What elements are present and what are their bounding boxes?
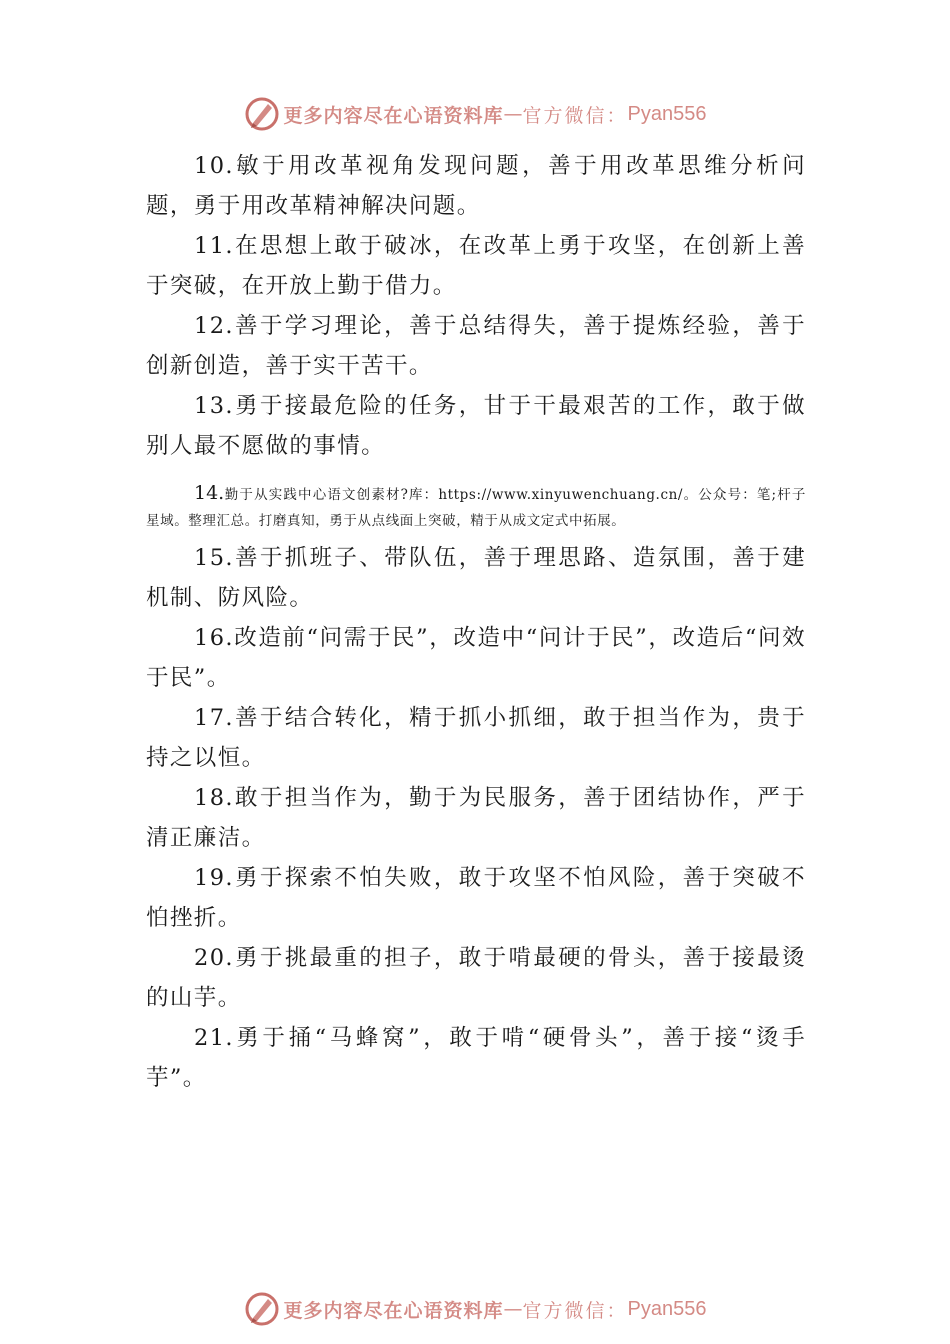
list-item-16 — [146, 618, 806, 698]
item-text: 敏于用改革视角发现问题，善于用改革思维分析问题，勇于用改革精神解决问题。 — [146, 153, 806, 219]
footer-brand-text: 更多内容尽在心语资料库 — [283, 1299, 504, 1322]
header-wechat-label: 官方微信： — [522, 104, 628, 127]
list-item-17 — [146, 698, 806, 778]
item-number: 12. — [194, 313, 234, 339]
list-item-18 — [146, 778, 806, 858]
brand-logo-icon — [244, 1291, 280, 1327]
item-text: 勇于探索不怕失败，敢于攻坚不怕风险，善于突破不怕挫折。 — [146, 865, 806, 931]
item-number: 21. — [194, 1025, 234, 1051]
footer-dash: — — [503, 1298, 523, 1320]
list-item-19 — [146, 858, 806, 938]
brand-logo-icon — [244, 96, 280, 132]
item-text: 善于抓班子、带队伍，善于理思路、造氛围，善于建机制、防风险。 — [146, 545, 806, 611]
item-number: 20. — [194, 945, 234, 971]
list-item-14 — [146, 480, 806, 534]
item-text: 善于结合转化，精于抓小抓细，敢于担当作为，贵于持之以恒。 — [146, 705, 806, 771]
item-number: 11. — [194, 233, 234, 259]
list-item-11 — [146, 226, 806, 306]
item-number: 18. — [194, 785, 234, 811]
item-number: 10. — [194, 153, 234, 179]
item-text: 敢于担当作为，勤于为民服务，善于团结协作，严于清正廉洁。 — [146, 785, 806, 851]
item-text: 勇于捅“马蜂窝”，敢于啃“硬骨头”，善于接“烫手芋”。 — [146, 1025, 806, 1091]
list-item-10 — [146, 146, 806, 226]
item-number: 15. — [194, 545, 234, 571]
document-body — [146, 146, 806, 1098]
item-number: 19. — [194, 865, 234, 891]
item-number: 17. — [194, 705, 234, 731]
list-item-12 — [146, 306, 806, 386]
item-text: 善于学习理论，善于总结得失，善于提炼经验，善于创新创造，善于实干苦干。 — [146, 313, 806, 379]
header-dash: — — [503, 103, 523, 125]
item-text: 在思想上敢于破冰，在改革上勇于攻坚，在创新上善于突破，在开放上勤于借力。 — [146, 233, 806, 299]
header-banner — [0, 94, 950, 134]
item-number: 16. — [194, 625, 234, 651]
footer-wechat-label: 官方微信： — [522, 1299, 628, 1322]
list-item-15 — [146, 538, 806, 618]
item-text: 勤于从实践中心语文创素材?库：https://www.xinyuwenchuang.cn/。公众号：笔;杆子星域。整理汇总。打磨真知，勇于从点线面上突破，精于从成文定式中拓展。 — [146, 487, 806, 529]
footer-banner — [0, 1289, 950, 1329]
list-item-13 — [146, 386, 806, 466]
item-number: 14. — [194, 482, 225, 504]
header-brand-text: 更多内容尽在心语资料库 — [283, 104, 504, 127]
list-item-21 — [146, 1018, 806, 1098]
footer-wechat-id: Pyan556 — [627, 1297, 707, 1320]
header-wechat-id: Pyan556 — [627, 102, 707, 125]
list-item-20 — [146, 938, 806, 1018]
item-text: 勇于接最危险的任务，甘于干最艰苦的工作，敢于做别人最不愿做的事情。 — [146, 393, 806, 459]
item-text: 勇于挑最重的担子，敢于啃最硬的骨头，善于接最烫的山芋。 — [146, 945, 806, 1011]
item-number: 13. — [194, 393, 234, 419]
item-text: 改造前“问需于民”，改造中“问计于民”，改造后“问效于民”。 — [146, 625, 806, 691]
